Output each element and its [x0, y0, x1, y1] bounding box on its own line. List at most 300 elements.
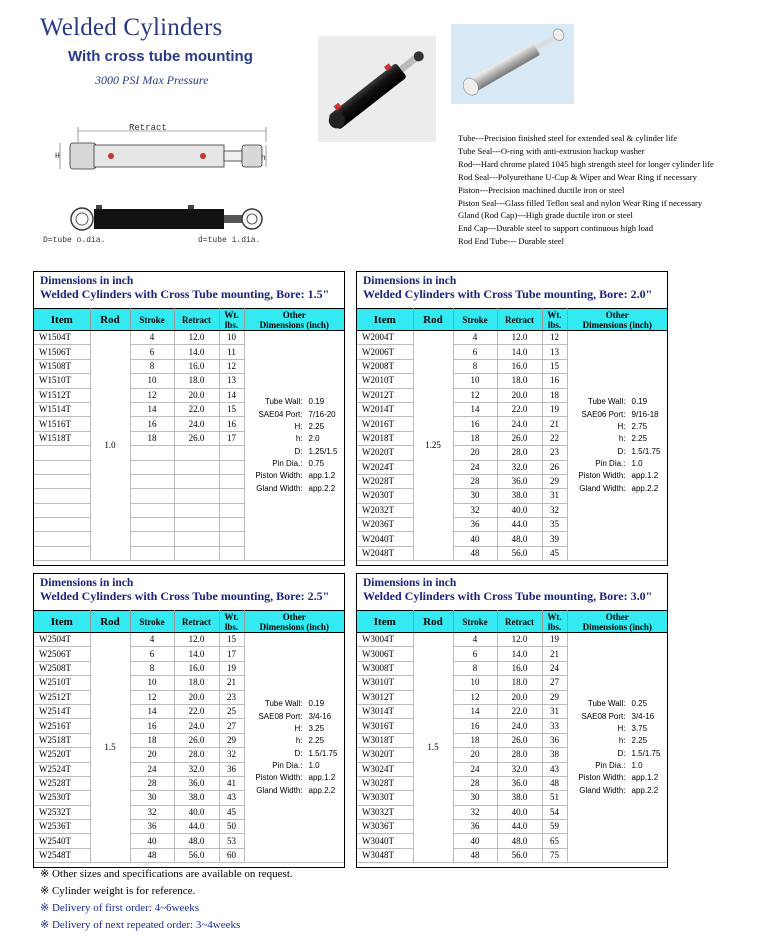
other-dimension-value: 1.5/1.75 [631, 446, 661, 456]
other-dimension-value: app.2.2 [631, 483, 659, 493]
weight-value: 23 [542, 446, 567, 460]
other-dimension-value: app.1.2 [631, 471, 659, 481]
retract-value [174, 460, 219, 474]
item-code: W3048T [357, 848, 413, 862]
feature-item: Rod Seal---Polyurethane U-Cup & Wiper and Wear Ring if necessary [458, 171, 697, 182]
weight-value [219, 546, 244, 560]
cylinder-photo-light [451, 24, 574, 104]
table-row [34, 633, 344, 647]
other-dimension-key: Pin Dia.: [595, 458, 626, 468]
item-code: W2532T [34, 805, 90, 819]
stroke-value: 40 [453, 834, 497, 848]
spec-panel-bore-3-0 [356, 573, 668, 868]
col-header-rod: Rod [413, 611, 453, 633]
retract-value: 12.0 [174, 331, 219, 345]
panel-header-line2: Welded Cylinders with Cross Tube mounting, Bore: 3.0" [363, 589, 653, 603]
item-code: W3014T [357, 704, 413, 718]
stroke-value: 30 [453, 791, 497, 805]
item-code [34, 460, 90, 474]
item-code: W2510T [34, 676, 90, 690]
retract-value: 20.0 [174, 388, 219, 402]
other-dimension-row [568, 396, 668, 408]
retract-value: 26.0 [497, 431, 542, 445]
stroke-value: 16 [453, 719, 497, 733]
panel-header-line1: Dimensions in inch [40, 275, 134, 287]
other-dimension-row [568, 483, 668, 495]
stroke-value: 36 [130, 820, 174, 834]
retract-value [174, 503, 219, 517]
item-code: W2040T [357, 532, 413, 546]
other-dimensions-cell [567, 633, 667, 863]
item-code: W2548T [34, 848, 90, 862]
weight-value: 26 [542, 460, 567, 474]
weight-value [219, 503, 244, 517]
other-dimension-row [245, 483, 345, 495]
other-dimension-key: D: [617, 446, 626, 456]
note-item: ※ Delivery of next repeated order: 3~4weeks [40, 919, 241, 931]
weight-value: 27 [219, 719, 244, 733]
weight-value: 45 [542, 546, 567, 560]
retract-value: 32.0 [174, 762, 219, 776]
item-code: W3030T [357, 791, 413, 805]
other-dimension-row [245, 760, 345, 772]
stroke-value: 4 [453, 633, 497, 647]
other-dimension-key: H: [294, 422, 303, 432]
item-code: W2536T [34, 820, 90, 834]
retract-value: 18.0 [497, 374, 542, 388]
item-code: W3018T [357, 733, 413, 747]
dim-H-label: H [55, 152, 60, 161]
retract-value: 26.0 [497, 733, 542, 747]
retract-value: 28.0 [497, 446, 542, 460]
item-code: W2016T [357, 417, 413, 431]
col-header-retract: Retract [174, 309, 219, 331]
feature-item: End Cap---Durable steel to support continuous high load [458, 223, 653, 234]
item-code: W2024T [357, 460, 413, 474]
other-dimension-key: SAE08 Port: [581, 711, 626, 721]
retract-value: 48.0 [497, 532, 542, 546]
item-code: W2528T [34, 776, 90, 790]
rod-diameter: 1.5 [90, 633, 130, 863]
retract-value: 22.0 [174, 704, 219, 718]
other-dimension-key: Gland Width: [256, 785, 303, 795]
stroke-value: 32 [130, 805, 174, 819]
item-code: W2516T [34, 719, 90, 733]
item-code: W2014T [357, 402, 413, 416]
other-dimension-key: SAE04 Port: [258, 409, 303, 419]
stroke-value: 8 [453, 359, 497, 373]
other-dimensions-cell [567, 331, 667, 561]
pressure-rating: 3000 PSI Max Pressure [95, 73, 209, 87]
weight-value: 23 [219, 690, 244, 704]
other-dimension-value: 2.25 [631, 434, 648, 444]
panel-header-line1: Dimensions in inch [363, 577, 457, 589]
item-code: W2030T [357, 489, 413, 503]
stroke-value: 12 [130, 388, 174, 402]
feature-item: Tube Seal---O-ring with anti-extrusion backup washer [458, 145, 645, 156]
spec-table [34, 308, 344, 561]
stroke-value: 30 [130, 791, 174, 805]
retract-value: 22.0 [174, 402, 219, 416]
stroke-value [130, 489, 174, 503]
stroke-value: 6 [130, 647, 174, 661]
other-dimension-key: SAE08 Port: [258, 711, 303, 721]
item-code: W3010T [357, 676, 413, 690]
retract-value: 12.0 [497, 331, 542, 345]
item-code: W3012T [357, 690, 413, 704]
other-dimension-row [568, 409, 668, 421]
retract-value: 44.0 [497, 518, 542, 532]
stroke-value: 4 [453, 331, 497, 345]
other-dimension-value: app.1.2 [308, 471, 336, 481]
other-dimension-value: 3/4-16 [631, 711, 655, 721]
weight-value: 10 [219, 331, 244, 345]
col-header-weight: Wt. lbs. [542, 611, 567, 633]
weight-value: 65 [542, 834, 567, 848]
weight-value: 18 [542, 388, 567, 402]
other-dimension-value: 0.19 [308, 397, 325, 407]
dim-retract-label: Retract [129, 123, 167, 133]
spec-panel-bore-1-5 [33, 271, 345, 566]
other-dimension-value: app.1.2 [308, 773, 336, 783]
other-dimensions [568, 396, 668, 494]
retract-value: 40.0 [497, 503, 542, 517]
weight-value: 51 [542, 791, 567, 805]
retract-value: 38.0 [497, 791, 542, 805]
col-header-stroke: Stroke [453, 611, 497, 633]
col-header-retract: Retract [497, 611, 542, 633]
retract-value: 26.0 [174, 431, 219, 445]
retract-value [174, 546, 219, 560]
item-code: W2028T [357, 474, 413, 488]
stroke-value: 18 [453, 733, 497, 747]
retract-value: 24.0 [497, 719, 542, 733]
retract-value: 38.0 [497, 489, 542, 503]
spec-table [357, 308, 667, 561]
weight-value: 60 [219, 848, 244, 862]
retract-value: 16.0 [497, 661, 542, 675]
note-item: ※ Cylinder weight is for reference. [40, 885, 196, 897]
other-dimension-key: D: [294, 446, 303, 456]
item-code [34, 474, 90, 488]
item-code: W2018T [357, 431, 413, 445]
other-dimension-row [245, 458, 345, 470]
other-dimension-row [568, 458, 668, 470]
stroke-value: 40 [130, 834, 174, 848]
stroke-value: 12 [453, 690, 497, 704]
weight-value: 35 [542, 518, 567, 532]
retract-value [174, 518, 219, 532]
stroke-value: 6 [453, 345, 497, 359]
other-dimension-value: app.2.2 [631, 785, 659, 795]
panel-header [34, 272, 344, 308]
other-dimension-key: SAE06 Port: [581, 409, 626, 419]
other-dimension-row [245, 421, 345, 433]
other-dimension-value: 1.5/1.75 [308, 748, 338, 758]
stroke-value: 28 [453, 776, 497, 790]
stroke-value [130, 446, 174, 460]
retract-value: 48.0 [497, 834, 542, 848]
other-dimension-value: 1.0 [308, 760, 320, 770]
feature-item: Tube---Precision finished steel for extended seal & cylinder life [458, 133, 678, 143]
table-row [34, 331, 344, 345]
item-code: W1518T [34, 431, 90, 445]
other-dimension-key: Tube Wall: [264, 397, 303, 407]
retract-value: 16.0 [174, 661, 219, 675]
weight-value [219, 460, 244, 474]
item-code: W2540T [34, 834, 90, 848]
item-code [34, 518, 90, 532]
item-code: W1506T [34, 345, 90, 359]
weight-value: 16 [219, 417, 244, 431]
stroke-value: 8 [130, 359, 174, 373]
item-code [34, 489, 90, 503]
other-dimension-row [568, 698, 668, 710]
note-item: ※ Other sizes and specifications are available on request. [40, 868, 293, 880]
weight-value [219, 474, 244, 488]
stroke-value: 20 [453, 748, 497, 762]
stroke-value: 4 [130, 331, 174, 345]
other-dimension-value: 2.25 [308, 736, 325, 746]
col-header-item: Item [357, 611, 413, 633]
dim-h-label: h [261, 154, 266, 163]
other-dimensions [568, 698, 668, 796]
retract-value: 38.0 [174, 791, 219, 805]
item-code: W1510T [34, 374, 90, 388]
other-dimension-value: 0.75 [308, 458, 325, 468]
other-dimension-key: Gland Width: [579, 785, 626, 795]
item-code: W3028T [357, 776, 413, 790]
item-code: W2012T [357, 388, 413, 402]
retract-value: 20.0 [497, 388, 542, 402]
weight-value: 21 [219, 676, 244, 690]
other-dimension-key: H: [294, 724, 303, 734]
weight-value: 13 [542, 345, 567, 359]
other-dimension-key: Piston Width: [255, 773, 303, 783]
stroke-value: 36 [453, 820, 497, 834]
other-dimension-row [245, 748, 345, 760]
other-dimension-row [568, 711, 668, 723]
other-dimension-row [568, 723, 668, 735]
item-code: W3040T [357, 834, 413, 848]
weight-value: 15 [542, 359, 567, 373]
panel-header [34, 574, 344, 610]
other-dimension-row [568, 433, 668, 445]
retract-value: 20.0 [497, 690, 542, 704]
other-dimension-key: Tube Wall: [587, 699, 626, 709]
retract-value: 14.0 [174, 345, 219, 359]
retract-value: 40.0 [497, 805, 542, 819]
other-dimension-value: 2.75 [631, 422, 648, 432]
stroke-value: 32 [453, 503, 497, 517]
stroke-value [130, 460, 174, 474]
col-header-rod: Rod [90, 611, 130, 633]
retract-value: 36.0 [497, 474, 542, 488]
other-dimension-value: app.2.2 [308, 785, 336, 795]
item-code: W3008T [357, 661, 413, 675]
col-header-item: Item [34, 611, 90, 633]
weight-value: 33 [542, 719, 567, 733]
stroke-value: 12 [130, 690, 174, 704]
stroke-value: 24 [453, 762, 497, 776]
weight-value: 50 [219, 820, 244, 834]
weight-value: 11 [219, 345, 244, 359]
other-dimension-key: D: [617, 748, 626, 758]
other-dimension-value: app.2.2 [308, 483, 336, 493]
weight-value: 25 [219, 704, 244, 718]
item-code: W1514T [34, 402, 90, 416]
item-code: W2008T [357, 359, 413, 373]
other-dimension-row [568, 772, 668, 784]
other-dimensions-cell [244, 331, 344, 561]
other-dimension-row [568, 421, 668, 433]
feature-item: Gland (Rod Cap)---High grade ductile iron or steel [458, 210, 633, 221]
weight-value: 13 [219, 374, 244, 388]
weight-value: 29 [542, 690, 567, 704]
table-row [357, 633, 667, 647]
other-dimension-value: 9/16-18 [631, 409, 659, 419]
other-dimension-row [245, 772, 345, 784]
retract-value: 32.0 [497, 460, 542, 474]
other-dimension-value: 3/4-16 [308, 711, 332, 721]
retract-value: 36.0 [497, 776, 542, 790]
other-dimension-value: app.1.2 [631, 773, 659, 783]
cylinder-dimension-drawing [38, 118, 278, 248]
other-dimension-key: Tube Wall: [264, 699, 303, 709]
other-dimension-key: Piston Width: [578, 471, 626, 481]
spec-table [34, 610, 344, 863]
other-dimension-row [568, 470, 668, 482]
stroke-value: 28 [453, 474, 497, 488]
col-header-stroke: Stroke [453, 309, 497, 331]
panel-header [357, 574, 667, 610]
item-code: W2518T [34, 733, 90, 747]
other-dimension-value: 1.0 [631, 760, 643, 770]
retract-value: 40.0 [174, 805, 219, 819]
item-code [34, 532, 90, 546]
col-header-weight: Wt. lbs. [219, 611, 244, 633]
weight-value: 29 [542, 474, 567, 488]
other-dimension-key: Piston Width: [578, 773, 626, 783]
other-dimension-key: Pin Dia.: [595, 760, 626, 770]
other-dimension-key: Piston Width: [255, 471, 303, 481]
other-dimension-row [568, 748, 668, 760]
page-subtitle: With cross tube mounting [68, 48, 253, 65]
retract-value: 24.0 [174, 417, 219, 431]
retract-value: 28.0 [174, 748, 219, 762]
retract-value: 16.0 [174, 359, 219, 373]
weight-value: 75 [542, 848, 567, 862]
table-row [357, 331, 667, 345]
other-dimension-value: 2.25 [308, 422, 325, 432]
stroke-value: 6 [130, 345, 174, 359]
col-header-item: Item [34, 309, 90, 331]
retract-value: 12.0 [174, 633, 219, 647]
retract-value: 18.0 [174, 676, 219, 690]
stroke-value: 14 [453, 704, 497, 718]
other-dimension-value: 1.5/1.75 [631, 748, 661, 758]
other-dimension-row [245, 433, 345, 445]
dim-d-label: d=tube i.dia. [198, 236, 261, 245]
stroke-value: 40 [453, 532, 497, 546]
item-code: W3032T [357, 805, 413, 819]
other-dimension-key: H: [617, 422, 626, 432]
weight-value: 12 [542, 331, 567, 345]
other-dimension-value: 1.0 [631, 458, 643, 468]
item-code: W1508T [34, 359, 90, 373]
retract-value: 56.0 [174, 848, 219, 862]
weight-value: 22 [542, 431, 567, 445]
retract-value: 22.0 [497, 402, 542, 416]
stroke-value: 32 [453, 805, 497, 819]
other-dimension-value: 1.25/1.5 [308, 446, 338, 456]
other-dimension-key: Tube Wall: [587, 397, 626, 407]
weight-value: 43 [219, 791, 244, 805]
weight-value: 21 [542, 647, 567, 661]
weight-value: 27 [542, 676, 567, 690]
stroke-value [130, 518, 174, 532]
item-code: W2048T [357, 546, 413, 560]
weight-value: 45 [219, 805, 244, 819]
retract-value: 44.0 [174, 820, 219, 834]
spec-panel-bore-2-5 [33, 573, 345, 868]
weight-value: 54 [542, 805, 567, 819]
item-code: W3024T [357, 762, 413, 776]
retract-value: 56.0 [497, 848, 542, 862]
stroke-value: 10 [453, 676, 497, 690]
panel-header-line1: Dimensions in inch [40, 577, 134, 589]
weight-value: 43 [542, 762, 567, 776]
other-dimension-value: 0.19 [308, 699, 325, 709]
stroke-value: 18 [130, 733, 174, 747]
item-code: W3004T [357, 633, 413, 647]
col-header-item: Item [357, 309, 413, 331]
stroke-value: 16 [453, 417, 497, 431]
stroke-value: 30 [453, 489, 497, 503]
other-dimension-key: D: [294, 748, 303, 758]
col-header-stroke: Stroke [130, 309, 174, 331]
stroke-value: 48 [453, 546, 497, 560]
other-dimension-row [245, 735, 345, 747]
weight-value: 17 [219, 647, 244, 661]
other-dimension-key: Pin Dia.: [272, 760, 303, 770]
stroke-value [130, 532, 174, 546]
weight-value: 24 [542, 661, 567, 675]
stroke-value: 24 [453, 460, 497, 474]
col-header-retract: Retract [497, 309, 542, 331]
panel-header-line1: Dimensions in inch [363, 275, 457, 287]
stroke-value: 10 [453, 374, 497, 388]
weight-value [219, 489, 244, 503]
other-dimensions [245, 698, 345, 796]
weight-value: 16 [542, 374, 567, 388]
other-dimensions [245, 396, 345, 494]
other-dimension-row [568, 446, 668, 458]
weight-value [219, 518, 244, 532]
retract-value: 12.0 [497, 633, 542, 647]
cylinder-photo-dark [318, 36, 436, 142]
stroke-value: 16 [130, 719, 174, 733]
other-dimension-row [245, 698, 345, 710]
other-dimension-value: 2.0 [308, 434, 320, 444]
weight-value: 36 [219, 762, 244, 776]
other-dimension-value: 3.25 [308, 724, 325, 734]
stroke-value: 12 [453, 388, 497, 402]
item-code: W3020T [357, 748, 413, 762]
item-code: W2504T [34, 633, 90, 647]
stroke-value: 4 [130, 633, 174, 647]
feature-list [458, 132, 714, 248]
